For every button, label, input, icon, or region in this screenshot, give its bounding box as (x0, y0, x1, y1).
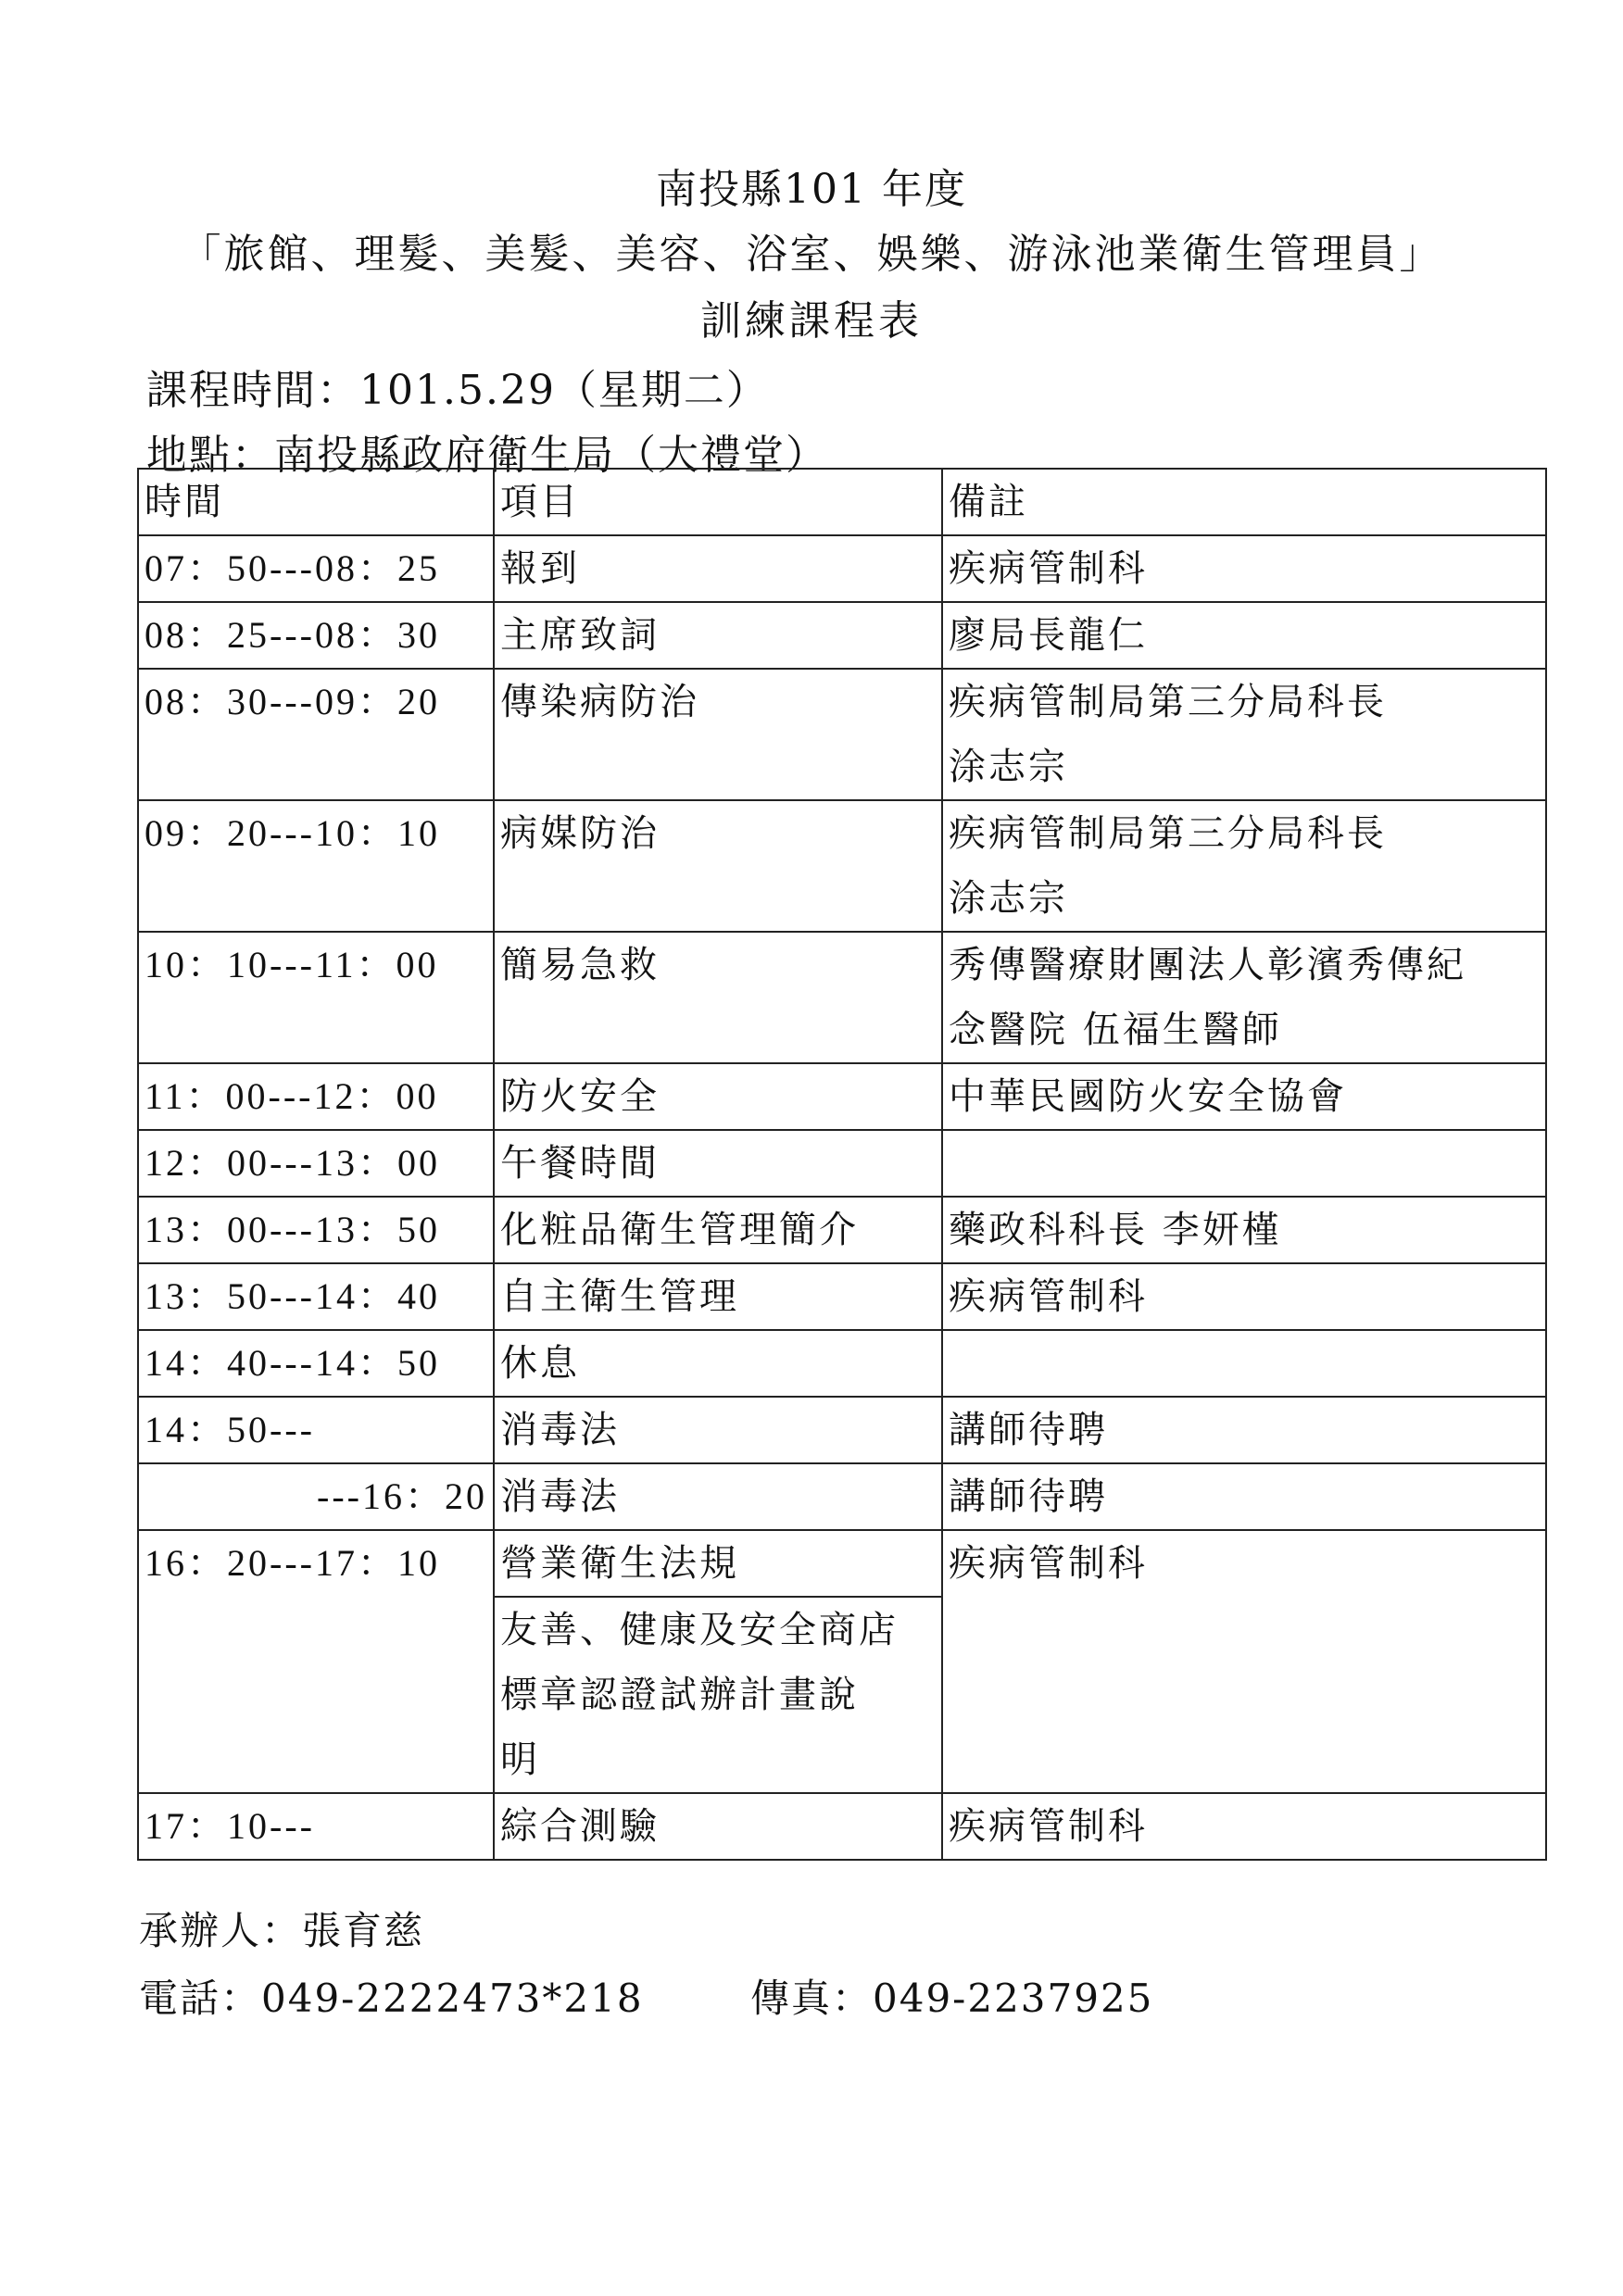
row-note-line: 涂志宗 (949, 877, 1068, 920)
row-item: 消毒法 (494, 1463, 942, 1530)
header-item: 項目 (494, 469, 942, 535)
title-line-1: 南投縣101 年度 (656, 166, 967, 213)
row-note: 疾病管制科 (942, 1793, 1546, 1860)
row-note (942, 932, 1546, 1063)
row-note: 疾病管制科 (942, 1530, 1546, 1793)
table-row (138, 800, 1546, 932)
row-item-line: 明 (500, 1738, 540, 1781)
fax-number: 傳真：049-2237925 (750, 1976, 1154, 2021)
table-row (138, 1397, 1546, 1463)
row-time: 16：20---17：10 (138, 1530, 494, 1793)
schedule-table (137, 468, 1547, 1861)
row-note: 中華民國防火安全協會 (942, 1063, 1546, 1130)
row-item: 消毒法 (494, 1397, 942, 1463)
course-date: 課程時間：101.5.29（星期二） (146, 367, 769, 414)
row-note: 疾病管制科 (942, 1263, 1546, 1330)
title-line-2: 「旅館、理髮、美髮、美容、浴室、娛樂、游泳池業衛生管理員」 (180, 231, 1443, 278)
row-item-line: 友善、健康及安全商店 (500, 1609, 899, 1651)
row-time: 14：40---14：50 (138, 1330, 494, 1397)
row-note: 廖局長龍仁 (942, 602, 1546, 669)
row-note-line: 秀傳醫療財團法人彰濱秀傳紀 (949, 944, 1466, 986)
table-row (138, 932, 1546, 1063)
row-item: 午餐時間 (494, 1130, 942, 1197)
row-time: 12：00---13：00 (138, 1130, 494, 1197)
row-time: 13：00---13：50 (138, 1197, 494, 1263)
row-item: 休息 (494, 1330, 942, 1397)
row-note (942, 800, 1546, 932)
row-time: 17：10--- (138, 1793, 494, 1860)
row-item: 報到 (494, 535, 942, 602)
table-row (138, 1063, 1546, 1130)
row-note-line: 涂志宗 (949, 746, 1068, 788)
table-row (138, 1530, 1546, 1597)
row-item-line: 標章認證試辦計畫說 (500, 1674, 859, 1716)
row-time: 14：50--- (138, 1397, 494, 1463)
row-note-line: 念醫院 伍福生醫師 (949, 1009, 1282, 1051)
row-item: 防火安全 (494, 1063, 942, 1130)
row-item: 營業衛生法規 (494, 1530, 942, 1597)
row-time: ---16：20 (138, 1463, 494, 1530)
header-time: 時間 (138, 469, 494, 535)
table-row (138, 1793, 1546, 1860)
row-item (494, 1597, 942, 1793)
table-row (138, 1330, 1546, 1397)
organizer: 承辦人：張育慈 (139, 1908, 425, 1953)
row-note (942, 669, 1546, 800)
row-note (942, 1130, 1546, 1197)
row-item: 傳染病防治 (494, 669, 942, 800)
row-item: 自主衛生管理 (494, 1263, 942, 1330)
row-note-line: 疾病管制局第三分局科長 (949, 812, 1387, 855)
row-time: 07：50---08：25 (138, 535, 494, 602)
header-note: 備註 (942, 469, 1546, 535)
row-item: 病媒防治 (494, 800, 942, 932)
row-time: 09：20---10：10 (138, 800, 494, 932)
table-header-row (138, 469, 1546, 535)
course-location: 地點：南投縣政府衛生局（大禮堂） (146, 432, 828, 479)
row-time: 11：00---12：00 (138, 1063, 494, 1130)
row-time: 13：50---14：40 (138, 1263, 494, 1330)
table-row (138, 1130, 1546, 1197)
row-item: 化粧品衛生管理簡介 (494, 1197, 942, 1263)
table-row (138, 1197, 1546, 1263)
row-note: 講師待聘 (942, 1397, 1546, 1463)
table-row (138, 669, 1546, 800)
phone-number: 電話：049-2222473*218 (139, 1976, 644, 2021)
title-line-3: 訓練課程表 (700, 297, 923, 345)
row-time: 08：30---09：20 (138, 669, 494, 800)
row-item: 主席致詞 (494, 602, 942, 669)
table-row (138, 535, 1546, 602)
table-row (138, 1263, 1546, 1330)
table-row (138, 1463, 1546, 1530)
row-time: 08：25---08：30 (138, 602, 494, 669)
row-note-line: 疾病管制局第三分局科長 (949, 681, 1387, 723)
row-item: 簡易急救 (494, 932, 942, 1063)
row-note: 疾病管制科 (942, 535, 1546, 602)
row-note: 講師待聘 (942, 1463, 1546, 1530)
row-note (942, 1330, 1546, 1397)
row-note: 藥政科科長 李妍槿 (942, 1197, 1546, 1263)
table-row (138, 602, 1546, 669)
row-item: 綜合測驗 (494, 1793, 942, 1860)
row-time: 10：10---11：00 (138, 932, 494, 1063)
